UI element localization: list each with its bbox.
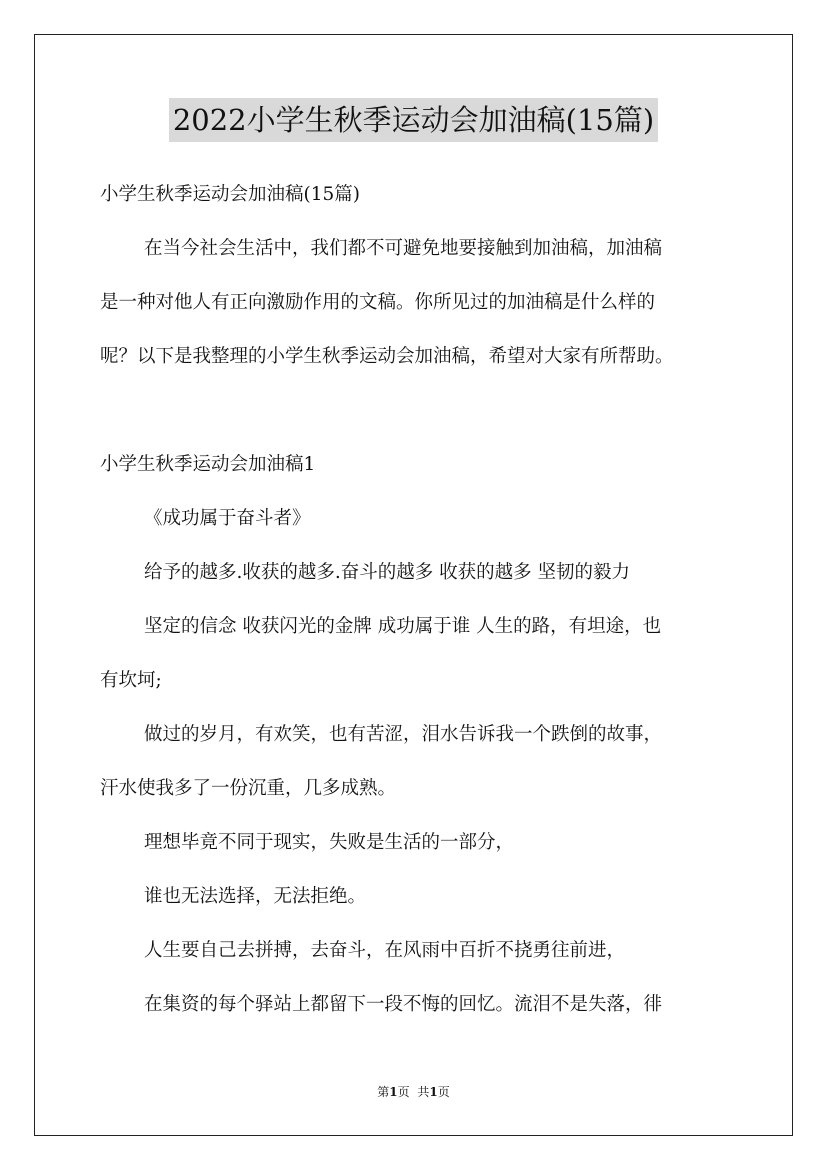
document-title: 2022小学生秋季运动会加油稿(15篇) bbox=[169, 98, 658, 142]
footer-page-prefix: 第 bbox=[377, 1085, 390, 1099]
page-footer bbox=[0, 1084, 827, 1100]
poem-title: 《成功属于奋斗者》 bbox=[144, 508, 311, 529]
body-line-6: 理想毕竟不同于现实，失败是生活的一部分， bbox=[144, 832, 515, 853]
intro-line-3: 呢？以下是我整理的小学生秋季运动会加油稿，希望对大家有所帮助。 bbox=[100, 346, 674, 367]
footer-page-total: 1 bbox=[429, 1085, 438, 1099]
body-line-5: 汗水使我多了一份沉重，几多成熟。 bbox=[100, 778, 397, 799]
footer-total-suffix: 页 bbox=[437, 1085, 450, 1099]
body-line-9: 在集资的每个驿站上都留下一段不悔的回忆。流泪不是失落，徘 bbox=[144, 994, 663, 1015]
section-heading: 小学生秋季运动会加油稿1 bbox=[100, 454, 316, 475]
footer-total-prefix: 共 bbox=[417, 1085, 430, 1099]
body-line-2: 坚定的信念 收获闪光的金牌 成功属于谁 人生的路，有坦途，也 bbox=[144, 616, 662, 637]
body-line-4: 做过的岁月，有欢笑，也有苦涩，泪水告诉我一个跌倒的故事， bbox=[144, 724, 663, 745]
footer-page-suffix: 页 bbox=[397, 1085, 410, 1099]
intro-line-2: 是一种对他人有正向激励作用的文稿。你所见过的加油稿是什么样的 bbox=[100, 292, 656, 313]
title-container bbox=[0, 98, 827, 142]
body-line-1: 给予的越多.收获的越多.奋斗的越多 收获的越多 坚韧的毅力 bbox=[144, 562, 631, 583]
footer-page-current: 1 bbox=[389, 1085, 398, 1099]
intro-line-1: 在当今社会生活中，我们都不可避免地要接触到加油稿，加油稿 bbox=[144, 238, 663, 259]
body-line-8: 人生要自己去拼搏，去奋斗，在风雨中百折不挠勇往前进， bbox=[144, 940, 626, 961]
body-line-7: 谁也无法选择，无法拒绝。 bbox=[144, 886, 367, 907]
document-subtitle: 小学生秋季运动会加油稿(15篇) bbox=[100, 184, 360, 205]
body-line-3: 有坎坷; bbox=[100, 670, 162, 691]
